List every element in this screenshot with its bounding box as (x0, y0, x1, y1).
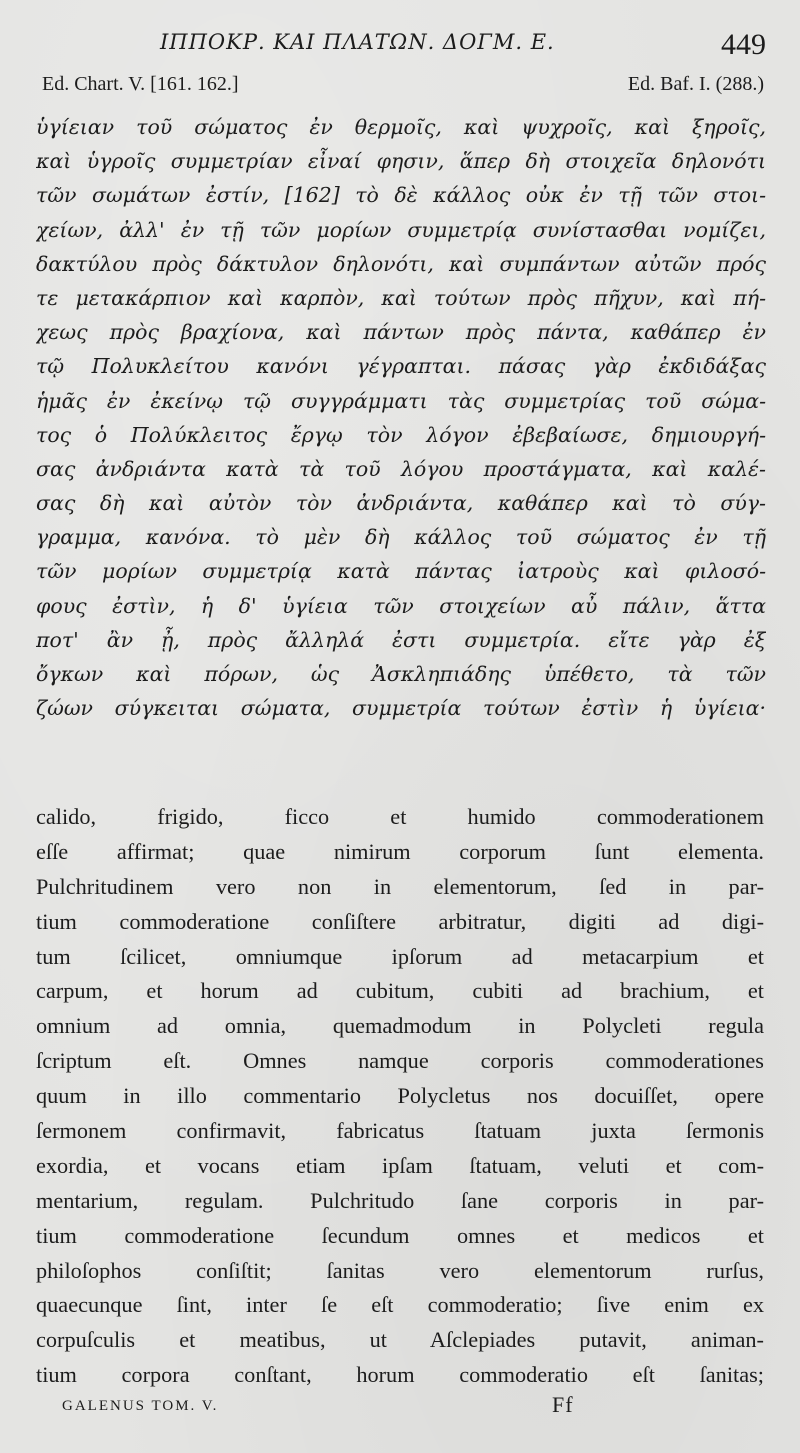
greek-text-block (36, 110, 766, 725)
latin-text-line: omnium ad omnia, quemadmodum in Polycleti regula (36, 1013, 764, 1039)
greek-text-line: δακτύλου πρὸς δάκτυλον δηλονότι, καὶ συμπάντων αὐτῶν πρός (36, 251, 766, 276)
gathering-mark: Ff (552, 1392, 574, 1417)
greek-text-line: ἡμᾶς ἐν ἐκείνῳ τῷ συγγράμματι τὰς συμμετρίας τοῦ σώμα- (36, 388, 766, 413)
greek-text-line: ποτ' ἂν ᾖ, πρὸς ἄλληλά ἐστι συμμετρία. εἴτε γὰρ ἐξ (36, 627, 766, 652)
greek-text-line: γραμμα, κανόνα. τὸ μὲν δὴ κάλλος τοῦ σώματος ἐν τῇ (36, 525, 766, 550)
latin-text-line: ſcriptum eſt. Omnes namque corporis commoderationes (36, 1048, 764, 1074)
greek-text-line: τῶν σωμάτων ἐστίν, [162] τὸ δὲ κάλλος οὐκ ἐν τῇ τῶν στοι- (36, 183, 766, 208)
latin-text-line: exordia, et vocans etiam ipſam ſtatuam, veluti et com- (36, 1152, 764, 1178)
latin-text-line: carpum, et horum ad cubitum, cubiti ad brachium, et (36, 978, 764, 1004)
greek-text-line: ὄγκων καὶ πόρων, ὡς Ἀσκληπιάδης ὑπέθετο, τὰ τῶν (36, 662, 766, 686)
greek-text-line: χείων, ἀλλ' ἐν τῇ τῶν μορίων συμμετρίᾳ συνίστασθαι νομίζει, (36, 217, 766, 242)
volume-signature: GALENUS TOM. V. (62, 1398, 219, 1414)
latin-text-line: tium commoderatione conſiſtere arbitratur, digiti ad digi- (36, 908, 764, 934)
greek-text-line: φους ἐστὶν, ἡ δ' ὑγίεια τῶν στοιχείων αὖ πάλιν, ἅττα (36, 593, 766, 618)
running-title: ΙΠΠΟΚΡ. ΚΑΙ ΠΛΑΤΩΝ. ΔΟΓΜ. Ε. (160, 30, 555, 54)
latin-text-line: mentarium, regulam. Pulchritudo ſane corporis in par- (36, 1187, 764, 1213)
greek-text-line: τῷ Πολυκλείτου κανόνι γέγραπται. πάσας γὰρ ἐκδιδάξας (36, 354, 766, 379)
latin-text-line: tium commoderatione ſecundum omnes et medicos et (36, 1222, 764, 1248)
greek-text-line: ὑγίειαν τοῦ σώματος ἐν θερμοῖς, καὶ ψυχροῖς, καὶ ξηροῖς, (36, 115, 766, 139)
greek-text-line: σας ἀνδριάντα κατὰ τὰ τοῦ λόγου προστάγματα, καὶ καλέ- (36, 456, 766, 481)
running-head (0, 30, 800, 64)
latin-text-line: eſſe affirmat; quae nimirum corporum ſunt elementa. (36, 838, 764, 864)
edition-chartier-reference: Ed. Chart. V. [161. 162.] (42, 73, 239, 95)
latin-text-line: quaecunque ſint, inter ſe eſt commoderatio; ſive enim ex (36, 1292, 764, 1318)
greek-text-line: καὶ ὑγροῖς συμμετρίαν εἶναί φησιν, ἅπερ δὴ στοιχεῖα δηλονότι (36, 149, 766, 174)
greek-text-line: τε μετακάρπιον καὶ καρπὸν, καὶ τούτων πρὸς πῆχυν, καὶ πή- (36, 285, 766, 310)
latin-text-line: philoſophos conſiſtit; ſanitas vero elementorum rurſus, (36, 1257, 764, 1283)
edition-references (42, 73, 764, 99)
greek-text-line: ζώων σύγκειται σώματα, συμμετρία τούτων ἐστὶν ἡ ὑγίεια· (36, 696, 766, 721)
greek-text-line: σας δὴ καὶ αὐτὸν τὸν ἀνδριάντα, καθάπερ καὶ τὸ σύγ- (36, 491, 766, 516)
latin-text-line: quum in illo commentario Polycletus nos docuiſſet, opere (36, 1083, 764, 1109)
page-number: 449 (721, 28, 766, 61)
latin-text-line: corpuſculis et meatibus, ut Aſclepiades putavit, animan- (36, 1327, 764, 1353)
latin-text-line: ſermonem confirmavit, fabricatus ſtatuam juxta ſermonis (36, 1118, 764, 1144)
greek-text-line: τῶν μορίων συμμετρίᾳ κατὰ πάντας ἰατροὺς καὶ φιλοσό- (36, 559, 766, 584)
greek-text-line: τος ὁ Πολύκλειτος ἔργῳ τὸν λόγον ἐβεβαίωσε, δημιουργή- (36, 422, 766, 447)
latin-text-line: calido, frigido, ficco et humido commoderationem (36, 804, 764, 829)
latin-text-line: tium corpora conſtant, horum commoderatio eſt ſanitas; (36, 1362, 764, 1388)
latin-text-line: tum ſcilicet, omniumque ipſorum ad metacarpium et (36, 943, 764, 969)
edition-basel-reference: Ed. Baf. I. (288.) (627, 73, 764, 95)
latin-text-line: Pulchritudinem vero non in elementorum, ſed in par- (36, 873, 764, 899)
latin-translation-block (36, 800, 764, 1393)
page-footer (62, 1392, 764, 1422)
greek-text-line: χεως πρὸς βραχίονα, καὶ πάντων πρὸς πάντα, καθάπερ ἐν (36, 320, 766, 345)
